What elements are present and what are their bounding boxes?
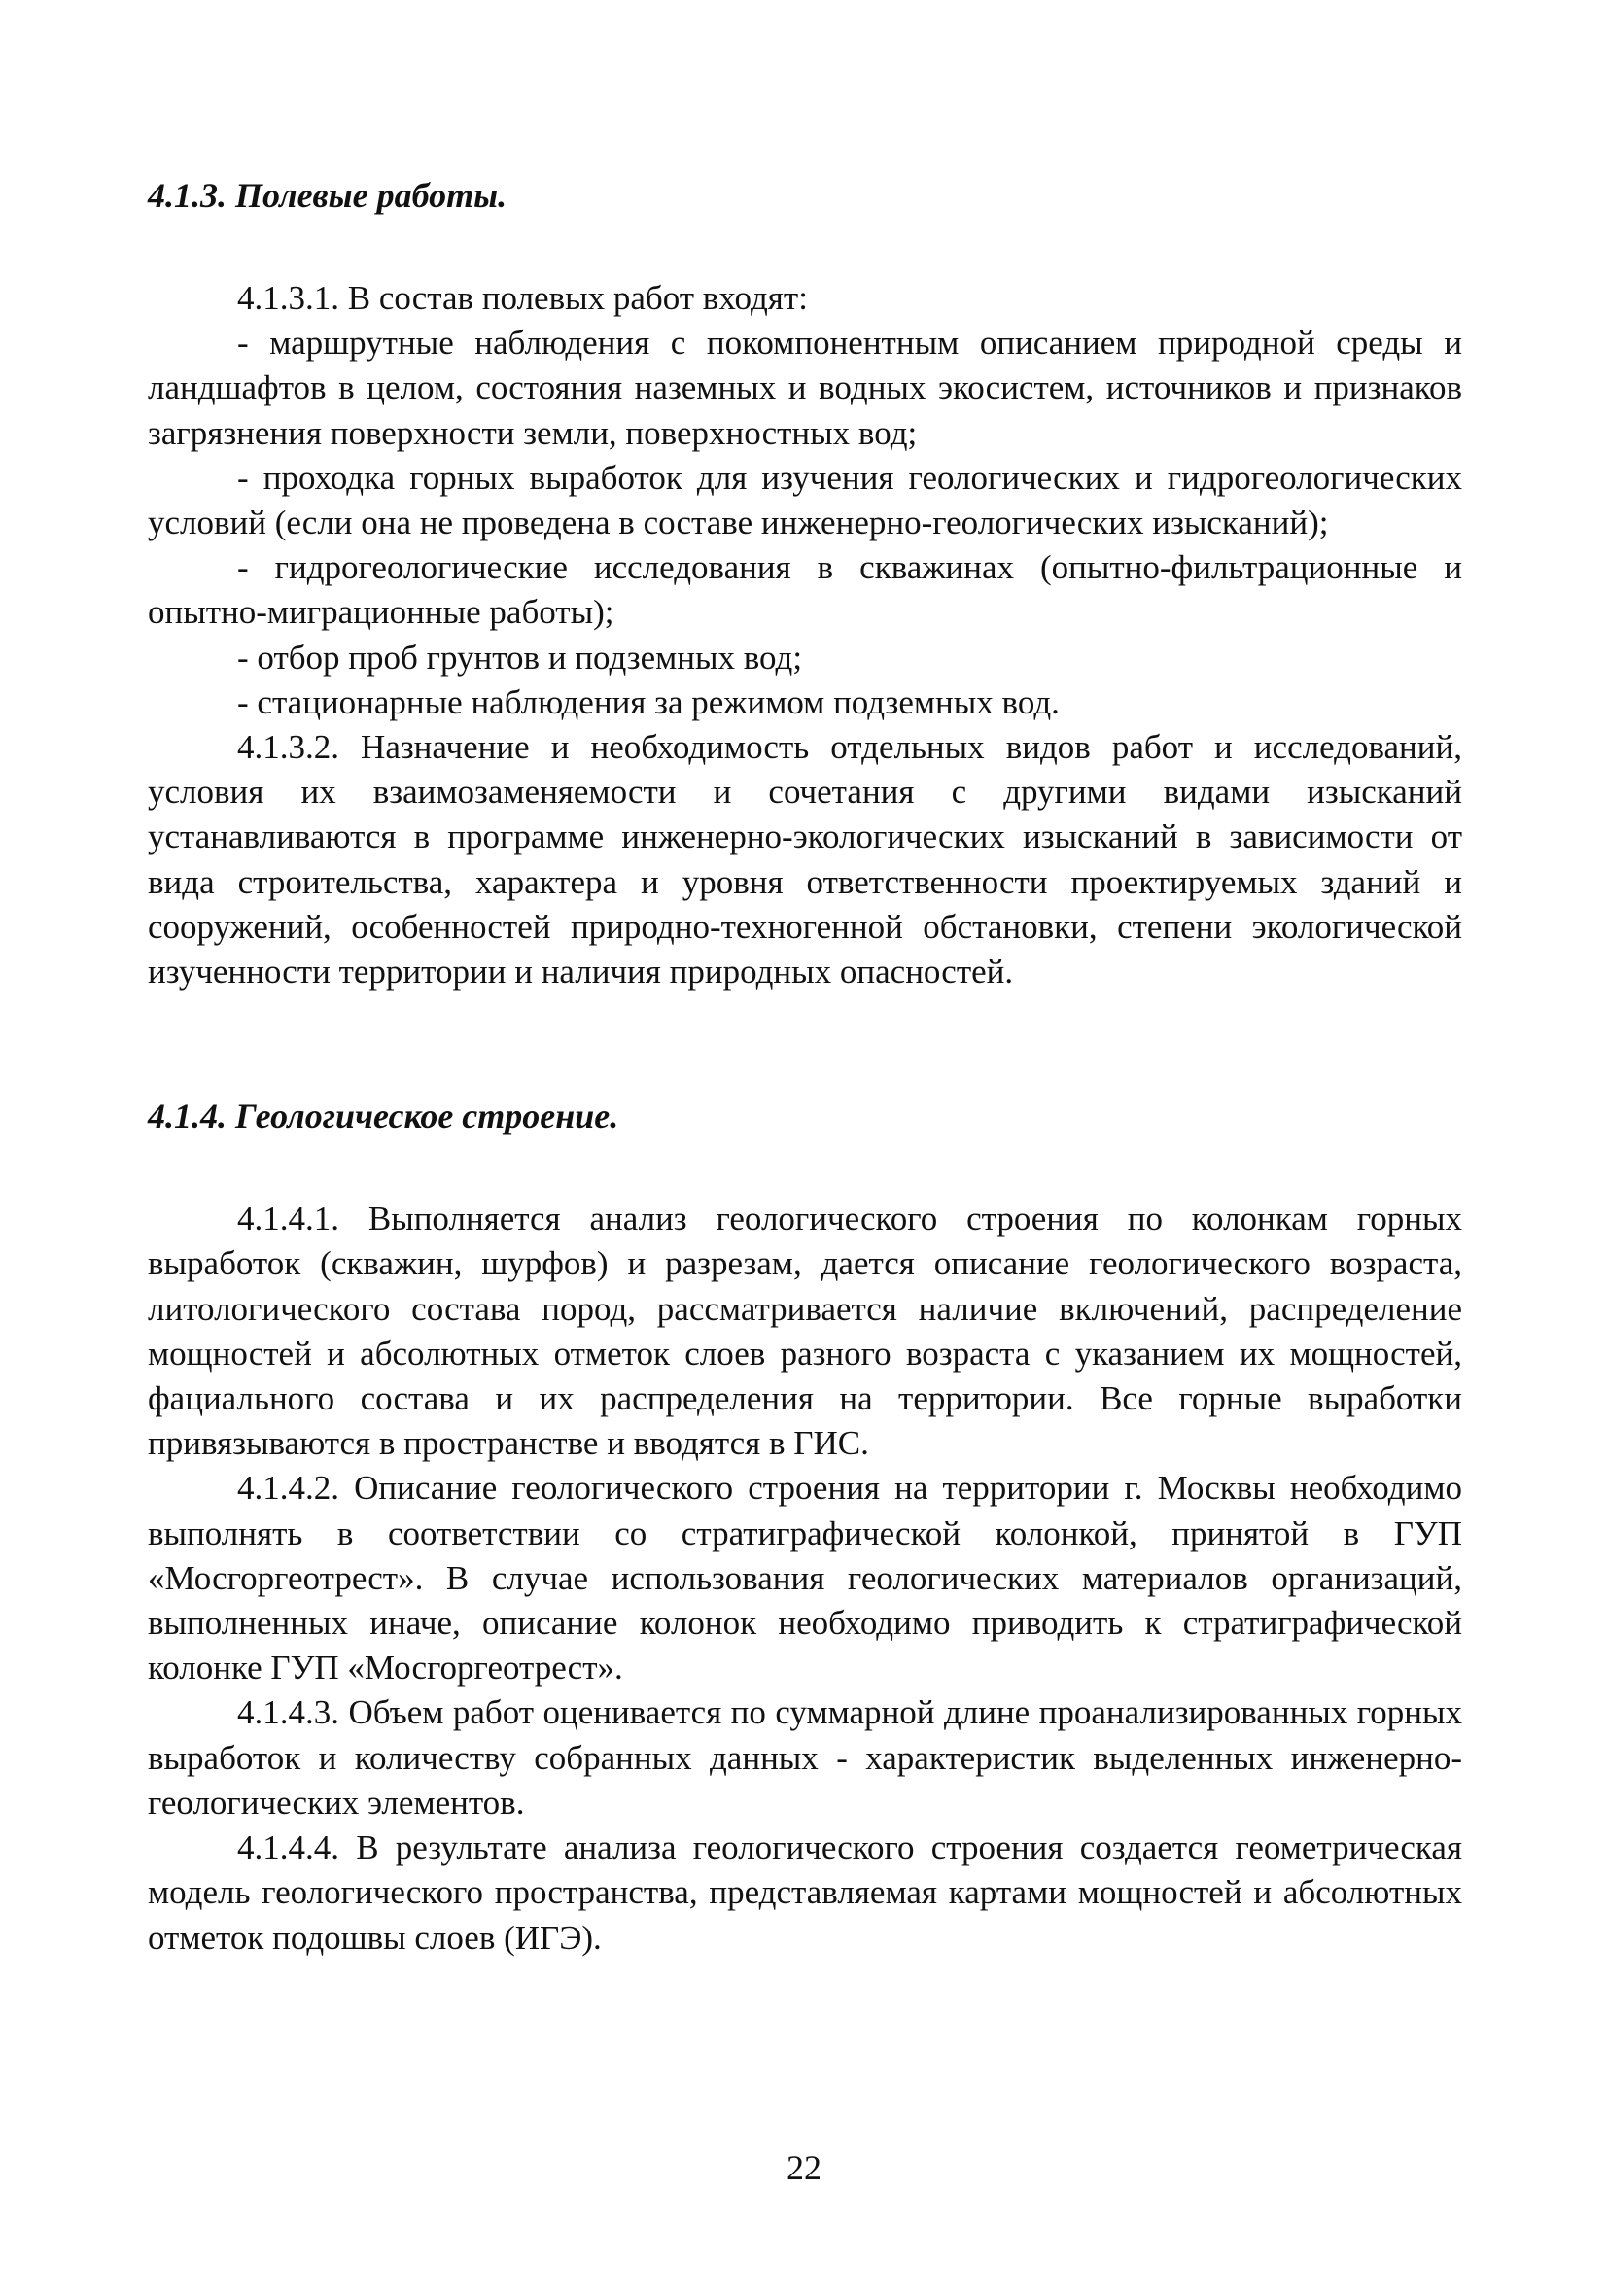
page-number: 22 xyxy=(787,2148,821,2187)
list-item-mine-workings: - проходка горных выработок для изучения геологических и гидрогеологических условий (если она не проведена в составе инженерно-геологических изысканий); xyxy=(148,458,1462,542)
section-heading-4-1-4: 4.1.4. Геологическое строение. xyxy=(148,1096,619,1136)
list-item-sampling: - отбор проб грунтов и подземных вод; xyxy=(237,638,803,677)
list-item-stationary-observations: - стационарные наблюдения за режимом подземных вод. xyxy=(237,682,1060,721)
paragraph-4-1-4-1: 4.1.4.1. Выполняется анализ геологического строения по колонкам горных выработок (скважин, шурфов) и разрезам, дается описание геологического возраста, литологического состава пород, рассматривается наличие включений, распределение мощностей и абсолютных отметок слоев разного возраста с указанием их мощностей, фациального состава и их распределения на территории. Все горные выработки привязываются в пространстве и вводятся в ГИС. xyxy=(148,1200,1462,1463)
paragraph-4-1-4-2: 4.1.4.2. Описание геологического строения на территории г. Москвы необходимо выполнять в соответствии со стратиграфической колонкой, принятой в ГУП «Мосгоргеотрест». В случае использования геологических материалов организаций, выполненных иначе, описание колонок необходимо приводить к стратиграфической колонке ГУП «Мосгоргеотрест». xyxy=(148,1469,1462,1687)
page-content xyxy=(148,173,1462,1961)
paragraph-4-1-3-2: 4.1.3.2. Назначение и необходимость отдельных видов работ и исследований, условия их взаимозаменяемости и сочетания с другими видами изысканий устанавливаются в программе инженерно-экологических изысканий в зависимости от вида строительства, характера и уровня ответственности проектируемых зданий и сооружений, особенностей природно-техногенной обстановки, степени экологической изученности территории и наличия природных опасностей. xyxy=(148,728,1462,991)
list-item-hydrogeological-research: - гидрогеологические исследования в скважинах (опытно-фильтрационные и опытно-миграционные работы); xyxy=(148,548,1462,632)
paragraph-4-1-4-4: 4.1.4.4. В результате анализа геологического строения создается геометрическая модель геологического пространства, представляемая картами мощностей и абсолютных отметок подошвы слоев (ИГЭ). xyxy=(148,1828,1462,1957)
paragraph-4-1-4-3: 4.1.4.3. Объем работ оценивается по суммарной длине проанализированных горных выработок и количеству собранных данных - характеристик выделенных инженерно-геологических элементов. xyxy=(148,1693,1462,1822)
section-heading-4-1-3: 4.1.3. Полевые работы. xyxy=(148,176,507,215)
paragraph-4-1-3-1: 4.1.3.1. В состав полевых работ входят: xyxy=(237,279,808,317)
list-item-route-observations: - маршрутные наблюдения с покомпонентным описанием природной среды и ландшафтов в целом, состояния наземных и водных экосистем, источников и признаков загрязнения поверхности земли, поверхностных вод; xyxy=(148,324,1462,452)
